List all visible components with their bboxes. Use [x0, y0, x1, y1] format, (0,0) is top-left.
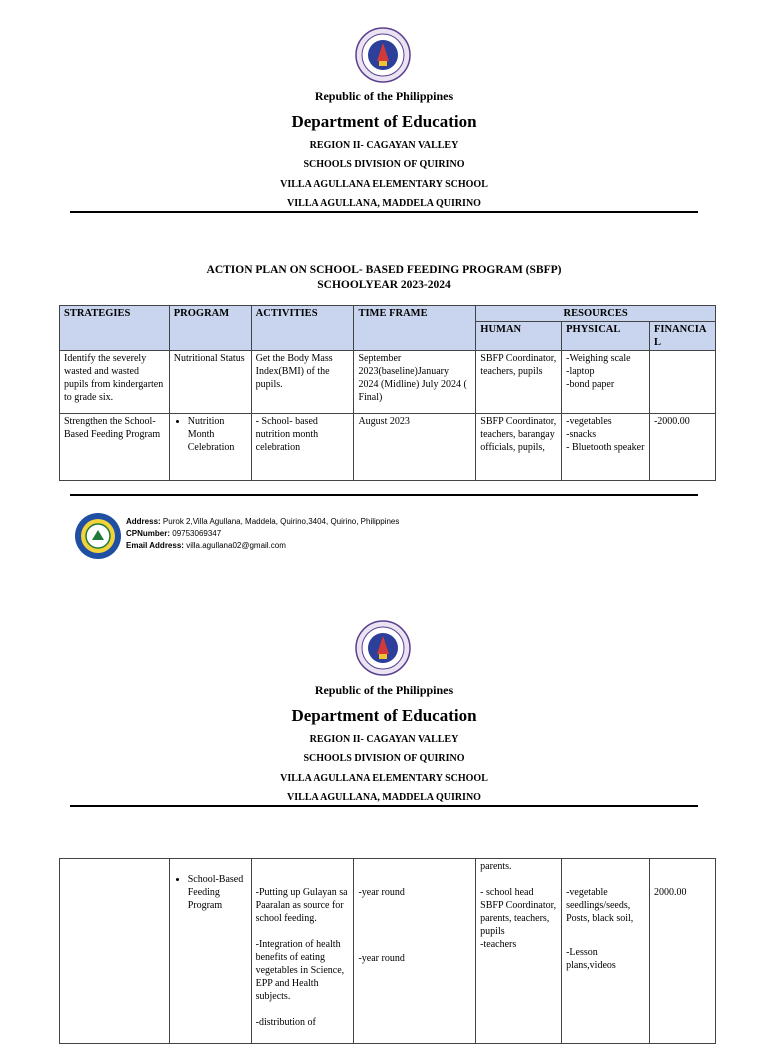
cp-label: CPNumber: [126, 529, 171, 538]
address-line: VILLA AGULLANA, MADDELA QUIRINO [287, 198, 481, 209]
human-item: - school head SBFP Coordinator, parents, teachers, pupils [480, 887, 557, 937]
physical-item: -vegetables [566, 416, 612, 427]
division-line: SCHOOLS DIVISION OF QUIRINO [303, 159, 465, 170]
cell-program [169, 859, 251, 1044]
table-row [60, 859, 716, 1044]
cell-financial [649, 351, 715, 414]
deped-seal-icon [355, 27, 411, 83]
physical-item: -laptop [566, 366, 595, 377]
cell-strategies [60, 859, 170, 1044]
cell-human [476, 859, 562, 1044]
school-line: VILLA AGULLANA ELEMENTARY SCHOOL [280, 773, 488, 784]
republic-line: Republic of the Philippines [314, 683, 454, 697]
cell-financial: 2000.00 [650, 859, 716, 1044]
cell-physical [562, 859, 650, 1044]
col-physical: PHYSICAL [562, 322, 650, 351]
physical-item: -snacks [566, 429, 597, 440]
col-strategies: STRATEGIES [60, 306, 170, 351]
human-item: parents. [480, 861, 512, 872]
plan-title: ACTION PLAN ON SCHOOL- BASED FEEDING PROGRAM (SBFP) [206, 264, 562, 276]
region-line: REGION II- CAGAYAN VALLEY [309, 734, 459, 745]
cell-strategies: Identify the severely wasted and wasted pupils from kindergarten to grade six. [60, 351, 170, 414]
col-human: HUMAN [476, 322, 562, 351]
footer-contact [126, 516, 399, 552]
col-time-frame: TIME FRAME [354, 306, 476, 351]
col-resources: RESOURCES [476, 306, 716, 322]
col-program: PROGRAM [169, 306, 251, 351]
cell-human: SBFP Coordinator, teachers, pupils [476, 351, 562, 414]
footer-divider [70, 494, 698, 496]
republic-line: Republic of the Philippines [314, 89, 454, 103]
cell-financial: -2000.00 [649, 414, 715, 481]
time-item: -year round [358, 887, 405, 898]
action-plan-table-continued [59, 858, 716, 1044]
address-line: VILLA AGULLANA, MADDELA QUIRINO [287, 792, 481, 803]
cell-time-frame: September 2023(baseline)January 2024 (Midline) July 2024 ( Final) [354, 351, 476, 414]
activity-item: -distribution of [255, 1017, 316, 1028]
plan-subtitle: SCHOOLYEAR 2023-2024 [317, 279, 451, 291]
physical-item: - Bluetooth speaker [566, 442, 645, 453]
physical-item: -bond paper [566, 379, 615, 390]
division-line: SCHOOLS DIVISION OF QUIRINO [303, 753, 465, 764]
cell-program [169, 414, 251, 481]
cell-physical [562, 414, 650, 481]
department-line: Department of Education [291, 706, 477, 725]
program-bullet: • Nutrition Month Celebration [188, 415, 247, 454]
action-plan-table [59, 305, 716, 481]
cell-program: Nutritional Status [169, 351, 251, 414]
physical-item: -Lesson plans,videos [566, 947, 616, 971]
school-line: VILLA AGULLANA ELEMENTARY SCHOOL [280, 179, 488, 190]
email-value: villa.agullana02@gmail.com [186, 541, 286, 550]
activity-item: -Putting up Gulayan sa Paaralan as source for school feeding. [255, 887, 348, 924]
col-financial: FINANCIA L [649, 322, 715, 351]
cell-human: SBFP Coordinator, teachers, barangay officials, pupils, [476, 414, 562, 481]
school-logo-icon [74, 512, 122, 560]
human-item: -teachers [480, 939, 517, 950]
address-value: Purok 2,Villa Agullana, Maddela, Quirino,3404, Quirino, Philippines [162, 517, 400, 526]
physical-item: -Weighing scale [566, 353, 631, 364]
deped-seal-icon [355, 620, 411, 676]
cell-time-frame: August 2023 [354, 414, 476, 481]
cp-value: 09753069347 [172, 529, 222, 538]
physical-item: -vegetable seedlings/seeds, Posts, black soil, [566, 887, 634, 924]
col-activities: ACTIVITIES [251, 306, 354, 351]
program-bullet: • School-Based Feeding Program [188, 873, 247, 912]
cell-activities: Get the Body Mass Index(BMI) of the pupils. [251, 351, 354, 414]
table-row [60, 414, 716, 481]
cell-strategies: Strengthen the School-Based Feeding Program [60, 414, 170, 481]
cell-physical [562, 351, 650, 414]
activity-item: -Integration of health benefits of eating vegetables in Science, EPP and Health subjects. [255, 939, 345, 1002]
cell-time-frame [354, 859, 476, 1044]
address-label: Address: [126, 517, 161, 526]
cell-activities [251, 859, 354, 1044]
header-divider [70, 211, 698, 213]
header-divider [70, 805, 698, 807]
department-line: Department of Education [291, 112, 477, 131]
region-line: REGION II- CAGAYAN VALLEY [309, 140, 459, 151]
table-row [60, 351, 716, 414]
table-header-row [60, 306, 716, 322]
time-item: -year round [358, 953, 405, 964]
email-label: Email Address: [126, 541, 184, 550]
cell-activities: - School- based nutrition month celebration [251, 414, 354, 481]
